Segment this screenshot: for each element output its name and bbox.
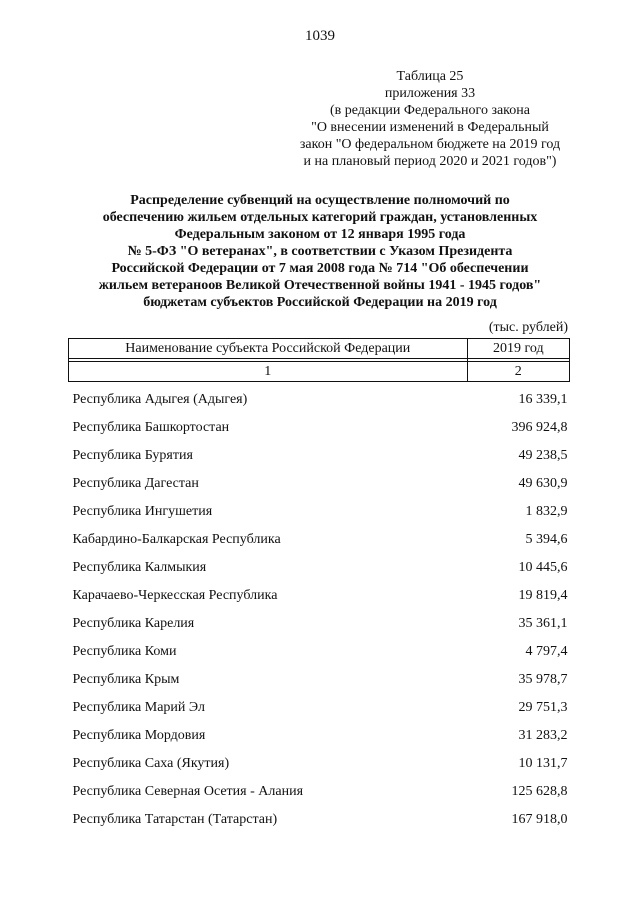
subject-name: Республика Дагестан — [72, 476, 199, 491]
title-line: бюджетам субъектов Российской Федерации на 2019 год — [143, 295, 497, 310]
subject-name: Республика Бурятия — [72, 448, 193, 463]
table-row — [69, 694, 570, 722]
note-line: приложения 33 — [384, 86, 476, 101]
table-reference-note — [280, 68, 580, 170]
table-row — [69, 638, 570, 666]
subject-value: 49 238,5 — [518, 448, 568, 463]
table-row — [69, 414, 570, 442]
subject-name: Республика Марий Эл — [72, 700, 205, 715]
subsidies-table — [68, 338, 570, 834]
subject-name: Республика Коми — [72, 644, 177, 659]
subject-value: 35 978,7 — [518, 672, 568, 687]
title-line: Распределение субвенций на осуществление полномочий по — [130, 193, 510, 208]
table-header-row — [69, 339, 570, 359]
table-row — [69, 666, 570, 694]
subject-value: 125 628,8 — [511, 784, 568, 799]
subject-value: 5 394,6 — [525, 532, 568, 547]
subject-value: 16 339,1 — [518, 392, 568, 407]
table-row — [69, 778, 570, 806]
subject-value: 35 361,1 — [518, 616, 568, 631]
title-line: № 5-ФЗ "О ветеранах", в соответствии с Указом Президента — [127, 244, 513, 259]
note-line: "О внесении изменений в Федеральный — [311, 120, 549, 135]
subject-name: Республика Адыгея (Адыгея) — [72, 392, 248, 407]
subject-value: 167 918,0 — [511, 812, 568, 827]
column-index-row — [69, 362, 570, 382]
title-line: обеспечению жильем отдельных категорий граждан, установленных — [102, 210, 538, 225]
note-line: и на плановый период 2020 и 2021 годов") — [303, 154, 557, 169]
subject-name: Республика Ингушетия — [72, 504, 213, 519]
page-number: 1039 — [305, 28, 335, 44]
table-row — [69, 750, 570, 778]
table-row — [69, 582, 570, 610]
subject-value: 49 630,9 — [518, 476, 568, 491]
note-line: (в редакции Федерального закона — [330, 103, 530, 118]
title-line: жильем ветераноов Великой Отечественной войны 1941 - 1945 годов" — [98, 278, 542, 293]
title-line: Федеральным законом от 12 января 1995 года — [174, 227, 466, 242]
subject-value: 29 751,3 — [518, 700, 568, 715]
document-title — [60, 192, 580, 311]
units-label: (тыс. рублей) — [488, 320, 568, 335]
table-row — [69, 554, 570, 582]
column-index-2: 2 — [467, 362, 569, 382]
subject-value: 10 445,6 — [518, 560, 568, 575]
subject-value: 19 819,4 — [518, 588, 568, 603]
subject-value: 396 924,8 — [511, 420, 568, 435]
subject-value: 1 832,9 — [525, 504, 568, 519]
title-line: Российской Федерации от 7 мая 2008 года № 714 "Об обеспечении — [111, 261, 529, 276]
table-row — [69, 442, 570, 470]
note-line: Таблица 25 — [396, 69, 464, 84]
subject-name: Республика Северная Осетия - Алания — [72, 784, 304, 799]
subject-name: Республика Татарстан (Татарстан) — [72, 812, 278, 827]
note-line: закон "О федеральном бюджете на 2019 год — [299, 137, 561, 152]
subject-name: Кабардино-Балкарская Республика — [72, 532, 281, 547]
subject-name: Республика Башкортостан — [72, 420, 230, 435]
table-row — [69, 806, 570, 834]
subject-name: Республика Крым — [72, 672, 180, 687]
table-row — [69, 470, 570, 498]
table-row — [69, 722, 570, 750]
subject-name: Республика Саха (Якутия) — [72, 756, 230, 771]
subject-name: Республика Мордовия — [72, 728, 206, 743]
subject-value: 31 283,2 — [518, 728, 568, 743]
subject-name: Республика Калмыкия — [72, 560, 207, 575]
subject-name: Республика Карелия — [72, 616, 195, 631]
column-index-1: 1 — [69, 362, 468, 382]
subject-value: 4 797,4 — [525, 644, 568, 659]
table-row — [69, 526, 570, 554]
column-header-year: 2019 год — [467, 339, 569, 359]
subject-value: 10 131,7 — [518, 756, 568, 771]
subject-name: Карачаево-Черкесская Республика — [72, 588, 278, 603]
table-row — [69, 498, 570, 526]
table-row — [69, 610, 570, 638]
table-row — [69, 382, 570, 415]
column-header-subject: Наименование субъекта Российской Федерации — [69, 339, 468, 359]
